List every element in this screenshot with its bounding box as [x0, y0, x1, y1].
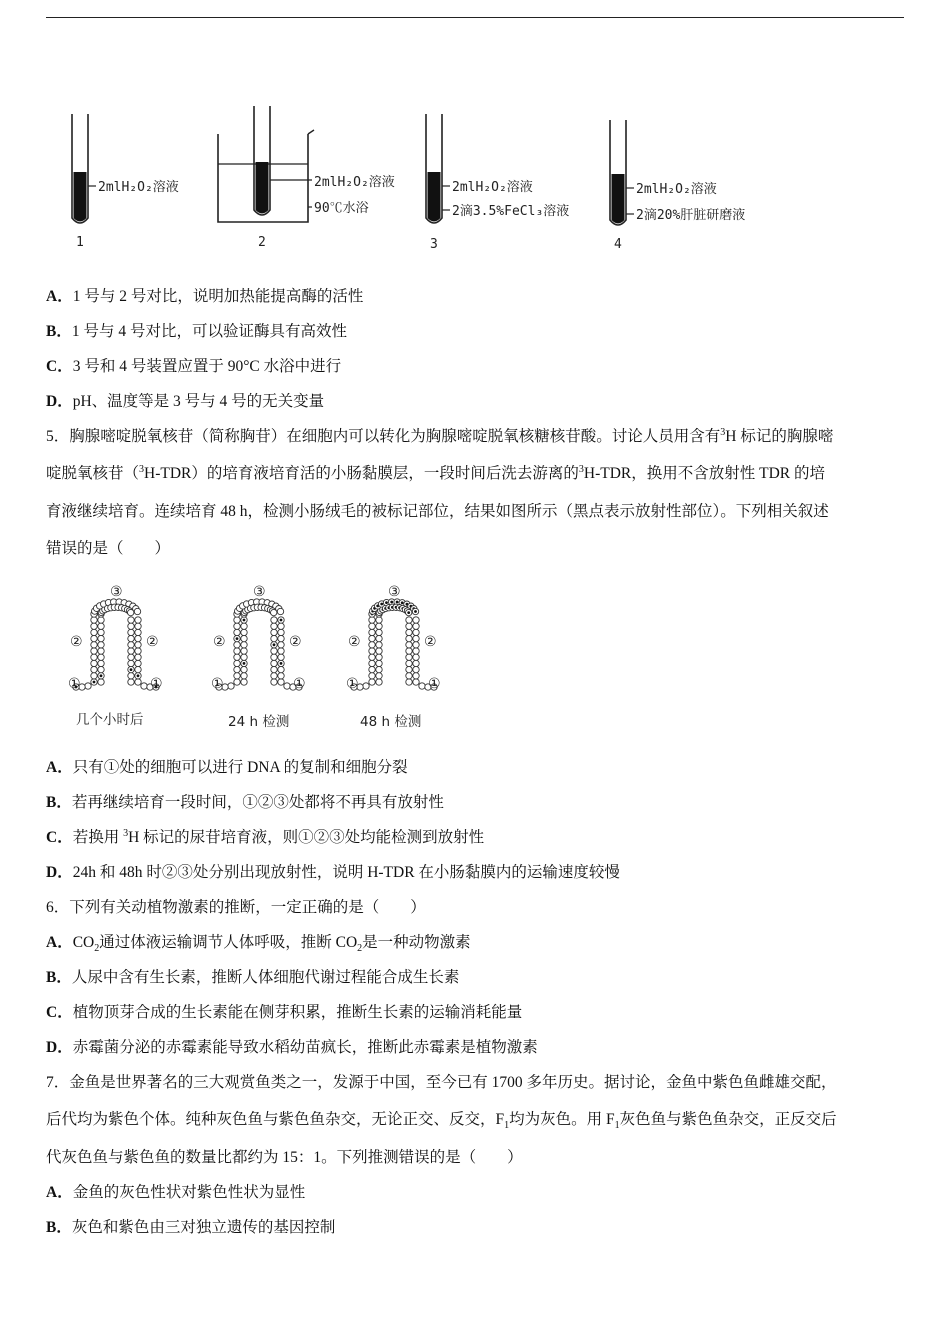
villus-cell — [278, 666, 284, 672]
villus-cell — [369, 629, 375, 635]
villus-cell — [135, 654, 141, 660]
villus-cell — [271, 623, 277, 629]
villus-cell — [278, 654, 284, 660]
tube-1-number: 1 — [76, 235, 84, 250]
q5-stem-line-2: 啶脱氧核苷（$^3$H-TDR）的培育液培育活的小肠黏膜层，一段时间后洗去游离的$^3$H-TDR，换用不含放射性 TDR 的培 — [46, 463, 825, 482]
villus-cell — [277, 608, 283, 614]
villus-cell — [241, 623, 247, 629]
villus-cell — [376, 617, 382, 623]
q5-option-c: C．若换用 $^3$H 标记的尿苷培育液，则①②③处均能检测到放射性 — [46, 827, 485, 846]
q7-option-b: B．灰色和紫色由三对独立遗传的基因控制 — [46, 1219, 336, 1236]
villus-cell — [271, 660, 277, 666]
radioactive-dot — [130, 668, 133, 671]
villus-cell — [278, 648, 284, 654]
villus-cell — [91, 617, 97, 623]
villus-cell — [128, 660, 134, 666]
villus-cell — [234, 617, 240, 623]
radioactive-dot — [390, 601, 393, 604]
villus-cell — [376, 648, 382, 654]
villus-cell — [234, 679, 240, 685]
villus-cell — [234, 654, 240, 660]
villus-region-label: ③ — [110, 584, 123, 600]
villus-region-label: ② — [348, 634, 361, 650]
q5-option-a: A．只有①处的细胞可以进行 DNA 的复制和细胞分裂 — [46, 759, 408, 776]
villus-region-label: ① — [150, 676, 163, 692]
villus-cell — [369, 623, 375, 629]
tube-3-label-2: 2滴3.5%FeCl₃溶液 — [452, 204, 570, 219]
villus-region-label: ② — [289, 634, 302, 650]
villus-cell — [241, 642, 247, 648]
villus-cell — [376, 673, 382, 679]
villus-cell — [369, 666, 375, 672]
radioactive-dot — [414, 610, 417, 613]
villus-cell — [376, 635, 382, 641]
villus-caption-3: 48 h 检测 — [360, 714, 422, 730]
villus-cell — [271, 654, 277, 660]
villus-cell — [413, 679, 419, 685]
villus-cell — [369, 648, 375, 654]
villus-cell — [91, 629, 97, 635]
villus-cell — [413, 666, 419, 672]
villus-cell — [91, 654, 97, 660]
villus-cell — [406, 679, 412, 685]
villus-caption-2: 24 h 检测 — [228, 714, 290, 730]
villus-cell — [234, 660, 240, 666]
q7-stem-line-3: 代灰色鱼与紫色鱼的数量比都约为 15：1。下列推测错误的是（ ） — [46, 1149, 523, 1166]
tube-3-number: 3 — [430, 237, 438, 252]
villus-cell — [271, 635, 277, 641]
villus-cell — [376, 642, 382, 648]
villus-cell — [413, 673, 419, 679]
villus-cell — [98, 623, 104, 629]
villus-cell — [406, 660, 412, 666]
villus-region-label: ③ — [253, 584, 266, 600]
villus-cell — [91, 648, 97, 654]
villus-cell — [234, 673, 240, 679]
villus-cell — [271, 629, 277, 635]
q4-option-b: B．1 号与 4 号对比，可以验证酶具有高效性 — [46, 323, 347, 340]
villus-cell — [234, 642, 240, 648]
villus-cell — [271, 679, 277, 685]
q7-stem-line-2: 后代均为紫色个体。纯种灰色鱼与紫色鱼杂交，无论正交、反交，$F_1$均为灰色。用 $F_1$灰色鱼与紫色鱼杂交，正反交后 — [46, 1111, 837, 1132]
villus-cell — [278, 623, 284, 629]
test-tube-figure — [60, 100, 800, 260]
villus-region-label: ② — [424, 634, 437, 650]
tube-3 — [426, 114, 569, 252]
villus-panel-3 — [346, 584, 441, 692]
villus-cell — [406, 642, 412, 648]
villus-cell — [98, 660, 104, 666]
villus-cell — [284, 683, 290, 689]
villus-region-label: ① — [293, 676, 306, 692]
villus-cell — [413, 648, 419, 654]
villus-cell — [135, 666, 141, 672]
villus-cell — [135, 635, 141, 641]
villus-cell — [128, 679, 134, 685]
villus-region-label: ① — [428, 676, 441, 692]
villus-cell — [376, 679, 382, 685]
radioactive-dot — [380, 603, 383, 606]
villus-cell — [376, 660, 382, 666]
tube-1 — [72, 114, 179, 250]
villus-cell — [128, 617, 134, 623]
villus-cell — [406, 623, 412, 629]
villus-cell — [85, 683, 91, 689]
radioactive-dot — [401, 601, 404, 604]
radioactive-dot — [137, 674, 140, 677]
villus-cell — [91, 666, 97, 672]
villus-cell — [128, 623, 134, 629]
villus-cell — [135, 679, 141, 685]
villus-region-label: ② — [146, 634, 159, 650]
villus-region-label: ① — [68, 676, 81, 692]
villus-cell — [241, 666, 247, 672]
villus-cell — [234, 648, 240, 654]
villus-region-label: ② — [213, 634, 226, 650]
villus-cell — [234, 623, 240, 629]
villus-cell — [128, 635, 134, 641]
q5-stem-line-1: 5．胸腺嘧啶脱氧核苷（简称胸苷）在细胞内可以转化为胸腺嘧啶脱氧核糖核苷酸。讨论人员用含有$^3$H 标记的胸腺嘧 — [46, 426, 834, 445]
villus-cell — [128, 673, 134, 679]
villus-cell — [98, 617, 104, 623]
q5-stem-line-3: 育液继续培育。连续培育 48 h，检测小肠绒毛的被标记部位，结果如图所示（黑点表示放射性部位）。下列相关叙述 — [46, 503, 829, 520]
villus-cell — [406, 617, 412, 623]
q4-option-c: C．3 号和 4 号装置应置于 90°C 水浴中进行 — [46, 358, 342, 375]
tube-4-label-1: 2mlH₂O₂溶液 — [636, 182, 717, 197]
villus-cell — [241, 654, 247, 660]
villus-cell — [134, 608, 140, 614]
villus-cell — [406, 673, 412, 679]
villus-cell — [135, 623, 141, 629]
villus-cell — [376, 654, 382, 660]
villus-cell — [128, 654, 134, 660]
villus-cell — [369, 635, 375, 641]
q6-option-d: D．赤霉菌分泌的赤霉素能导致水稻幼苗疯长，推断此赤霉素是植物激素 — [46, 1039, 538, 1056]
radioactive-dot — [280, 662, 283, 665]
q7-stem-line-1: 7．金鱼是世界著名的三大观赏鱼类之一，发源于中国，至今已有 1700 多年历史。据讨论，金鱼中紫色鱼雌雄交配， — [46, 1074, 837, 1091]
tube-3-label-1: 2mlH₂O₂溶液 — [452, 180, 533, 195]
q6-option-a: A．$CO_2$通过体液运输调节人体呼吸，推断 $CO_2$是一种动物激素 — [46, 934, 471, 955]
villus-region-label: ① — [211, 676, 224, 692]
villus-cell — [241, 673, 247, 679]
villus-cell — [241, 635, 247, 641]
villus-cell — [278, 673, 284, 679]
villus-cell — [369, 617, 375, 623]
villus-cell — [228, 683, 234, 689]
q5-option-d: D．24h 和 48h 时②③处分别出现放射性，说明 H-TDR 在小肠黏膜内的运输速度较慢 — [46, 864, 620, 881]
radioactive-dot — [280, 619, 283, 622]
villus-cell — [271, 673, 277, 679]
villus-cell — [376, 666, 382, 672]
villus-cell — [98, 635, 104, 641]
q4-option-a: A．1 号与 2 号对比，说明加热能提高酶的活性 — [46, 288, 364, 305]
tube-2-label-1: 2mlH₂O₂溶液 — [314, 175, 395, 190]
villus-region-label: ③ — [388, 584, 401, 600]
villus-panel-1 — [68, 584, 163, 692]
radioactive-dot — [100, 674, 103, 677]
villus-cell — [135, 660, 141, 666]
villus-cell — [241, 648, 247, 654]
villus-cell — [128, 648, 134, 654]
villus-cell — [413, 617, 419, 623]
tube-4-label-2: 2滴20%肝脏研磨液 — [636, 208, 746, 223]
villus-region-label: ① — [346, 676, 359, 692]
villus-cell — [413, 635, 419, 641]
villus-cell — [369, 654, 375, 660]
villus-cell — [271, 617, 277, 623]
villus-cell — [278, 635, 284, 641]
villus-cell — [406, 666, 412, 672]
villus-cell — [376, 629, 382, 635]
tube-2-number: 2 — [258, 235, 266, 250]
villus-cell — [91, 673, 97, 679]
villus-cell — [98, 666, 104, 672]
villus-cell — [369, 642, 375, 648]
villus-cell — [128, 609, 134, 615]
villus-cell — [413, 660, 419, 666]
header-rule — [46, 17, 904, 18]
villus-cell — [406, 648, 412, 654]
villus-cell — [91, 642, 97, 648]
villus-cell — [413, 654, 419, 660]
q4-option-d: D．pH、温度等是 3 号与 4 号的无关变量 — [46, 393, 325, 410]
villus-cell — [241, 629, 247, 635]
villus-cell — [278, 629, 284, 635]
villus-cell — [406, 654, 412, 660]
villus-cell — [413, 642, 419, 648]
radioactive-dot — [236, 637, 239, 640]
villus-cell — [271, 609, 277, 615]
villus-cell — [91, 623, 97, 629]
q6-option-b: B．人尿中含有生长素，推断人体细胞代谢过程能合成生长素 — [46, 969, 460, 986]
villus-cell — [135, 648, 141, 654]
tube-1-label-1: 2mlH₂O₂溶液 — [98, 180, 179, 195]
villus-cell — [234, 666, 240, 672]
villus-cell — [278, 642, 284, 648]
radioactive-dot — [385, 601, 388, 604]
radioactive-dot — [243, 662, 246, 665]
tube-4-number: 4 — [614, 237, 622, 252]
villus-cell — [406, 629, 412, 635]
villus-cell — [234, 629, 240, 635]
villus-cell — [98, 642, 104, 648]
q5-stem-line-4: 错误的是（ ） — [46, 540, 171, 557]
villus-cell — [271, 666, 277, 672]
villus-cell — [135, 617, 141, 623]
radioactive-dot — [243, 619, 246, 622]
q6-stem: 6．下列有关动植物激素的推断，一定正确的是（ ） — [46, 899, 426, 916]
villus-cell — [419, 683, 425, 689]
villus-cell — [128, 629, 134, 635]
tube-2-label-2: 90℃水浴 — [314, 201, 369, 216]
villus-cell — [241, 679, 247, 685]
villus-cell — [98, 654, 104, 660]
radioactive-dot — [396, 601, 399, 604]
villus-cell — [91, 660, 97, 666]
villus-region-label: ② — [70, 634, 83, 650]
villus-cell — [363, 683, 369, 689]
villus-cell — [128, 642, 134, 648]
villi-figure — [62, 578, 452, 738]
villus-caption-1: 几个小时后 — [76, 712, 144, 728]
villus-cell — [135, 642, 141, 648]
radioactive-dot — [273, 643, 276, 646]
radioactive-dot — [93, 681, 96, 684]
villus-cell — [376, 623, 382, 629]
villus-panel-2 — [211, 584, 306, 692]
q6-option-c: C．植物顶芽合成的生长素能在侧芽积累，推断生长素的运输消耗能量 — [46, 1004, 523, 1021]
villus-cell — [98, 679, 104, 685]
villus-cell — [369, 679, 375, 685]
villus-cell — [406, 635, 412, 641]
villus-cell — [91, 635, 97, 641]
radioactive-dot — [407, 611, 410, 614]
tube-2 — [218, 106, 395, 250]
villus-cell — [271, 648, 277, 654]
villus-cell — [278, 679, 284, 685]
villus-cell — [98, 629, 104, 635]
villus-cell — [135, 629, 141, 635]
villus-cell — [369, 673, 375, 679]
q5-option-b: B．若再继续培育一段时间，①②③处都将不再具有放射性 — [46, 794, 444, 811]
q7-option-a: A．金鱼的灰色性状对紫色性状为显性 — [46, 1184, 306, 1201]
villus-cell — [413, 629, 419, 635]
tube-4 — [610, 120, 745, 252]
villus-cell — [98, 648, 104, 654]
villus-cell — [413, 623, 419, 629]
villus-cell — [141, 683, 147, 689]
villus-cell — [369, 660, 375, 666]
